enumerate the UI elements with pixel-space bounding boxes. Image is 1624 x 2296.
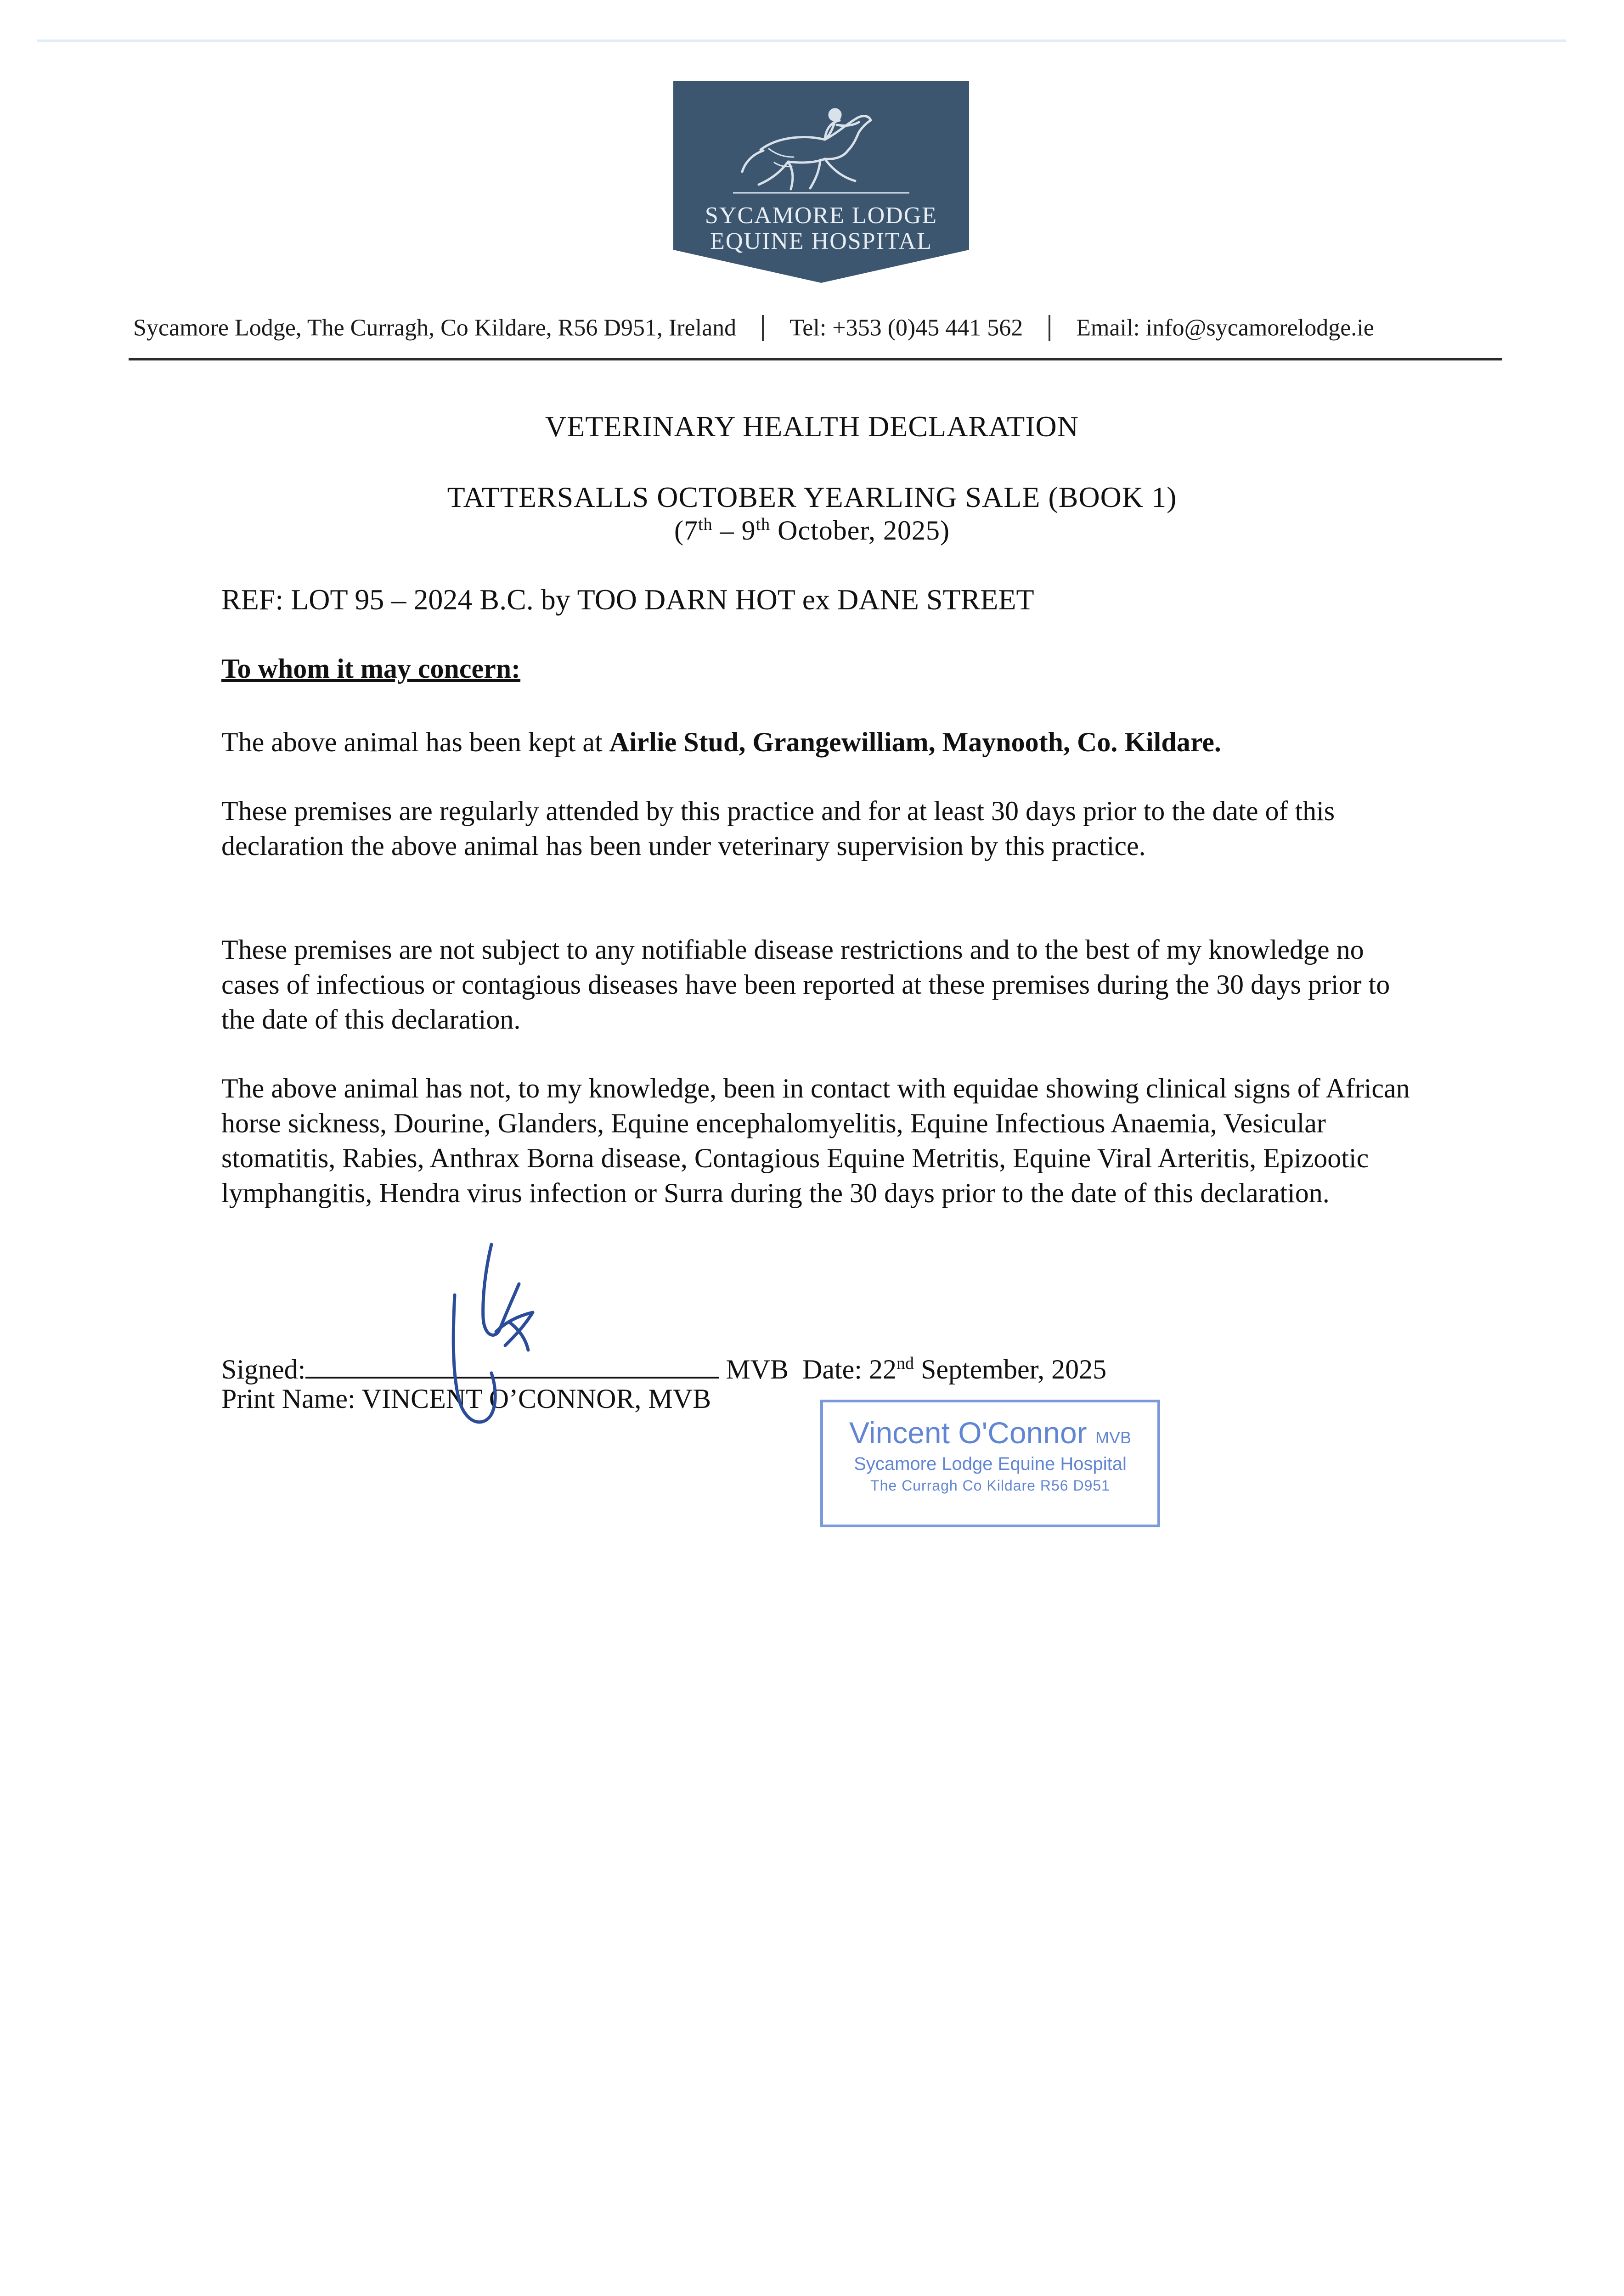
declaration-date: Date: 22nd September, 2025 [802, 1354, 1107, 1384]
logo-graphic [673, 81, 969, 283]
signed-label: Signed: [221, 1354, 306, 1384]
stamp-address: The Curragh Co Kildare R56 D951 [870, 1477, 1110, 1494]
divider [1049, 315, 1050, 341]
hospital-address: Sycamore Lodge, The Curragh, Co Kildare, R56 D951, Ireland [133, 315, 737, 341]
hospital-logo [673, 81, 969, 283]
stamp-hospital: Sycamore Lodge Equine Hospital [854, 1454, 1127, 1474]
signature-row [221, 1349, 1232, 1385]
top-rule [37, 39, 1566, 42]
premises-name: Airlie Stud, Grangewilliam, Maynooth, Co. Kildare. [609, 727, 1221, 757]
paragraph-supervision: These premises are regularly attended by this practice and for at least 30 days prior to the date of this declaration the above animal has been under veterinary supervision by this practice. [221, 796, 1335, 861]
salutation: To whom it may concern: [221, 653, 521, 684]
header-divider [129, 358, 1502, 360]
handwritten-signature [427, 1240, 565, 1460]
sale-dates: (7th – 9th October, 2025) [674, 515, 950, 546]
document-title: VETERINARY HEALTH DECLARATION [545, 410, 1079, 443]
email: Email: info@sycamorelodge.ie [1076, 315, 1374, 341]
telephone: Tel: +353 (0)45 441 562 [789, 315, 1023, 341]
logo-line-2: EQUINE HOSPITAL [710, 228, 932, 254]
print-name: Print Name: VINCENT O’CONNOR, MVB [221, 1384, 711, 1414]
signer-qualification: MVB [726, 1354, 789, 1384]
practice-stamp [820, 1400, 1160, 1527]
sale-title: TATTERSALLS OCTOBER YEARLING SALE (BOOK 1) [447, 481, 1177, 513]
stamp-name: Vincent O'Connor MVB [849, 1416, 1132, 1450]
logo-line-1: SYCAMORE LODGE [705, 203, 938, 229]
paragraph-restrictions: These premises are not subject to any notifiable disease restrictions and to the best of my knowledge no cases of infectious or contagious diseases have been reported at these premises during the 30 days prior to the date of this declaration. [221, 934, 1390, 1035]
reference-line: REF: LOT 95 – 2024 B.C. by TOO DARN HOT ex DANE STREET [221, 583, 1034, 616]
paragraph-contact: The above animal has not, to my knowledge, been in contact with equidae showing clinical signs of African horse sickness, Dourine, Glanders, Equine encephalomyelitis, Equine Infectious Anaemia, Vesicular stomatitis, Rabies, Anthrax Borna disease, Contagious Equine Metritis, Equine Viral Arteritis, Epizootic lymphangitis, Hendra virus infection or Surra during the 30 days prior to the date of this declaration. [221, 1073, 1410, 1208]
paragraph-premises: The above animal has been kept at Airlie Stud, Grangewilliam, Maynooth, Co. Kildare. [221, 727, 1221, 757]
contact-line [133, 312, 1502, 349]
divider [762, 315, 764, 341]
